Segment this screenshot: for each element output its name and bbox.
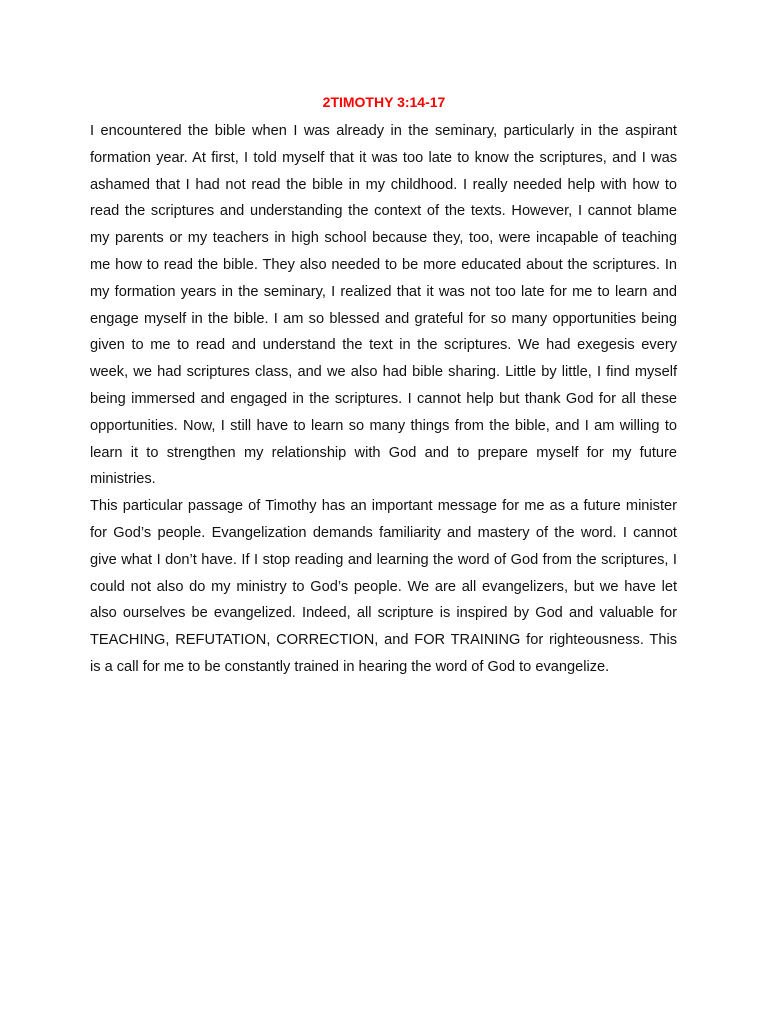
document-body: [90, 118, 677, 681]
page-title: 2TIMOTHY 3:14-17: [322, 94, 446, 110]
paragraph-2: This particular passage of Timothy has an important message for me as a future minister for God’s people. Evangelization demands familiarity and mastery of the word. I cannot give what I don’t have. If I stop reading and learning the word of God from the scriptures, I could not also do my ministry to God’s people. We are all evangelizers, but we have let also ourselves be evangelized. Indeed, all scripture is inspired by God and valuable for TEACHING, REFUTATION, CORRECTION, and FOR TRAINING for righteousness. This is a call for me to be constantly trained in hearing the word of God to evangelize.: [90, 498, 677, 675]
paragraph-1: I encountered the bible when I was already in the seminary, particularly in the aspirant formation year. At first, I told myself that it was too late to know the scriptures, and I was ashamed that I had not read the bible in my childhood. I really needed help with how to read the scriptures and understanding the context of the texts. However, I cannot blame my parents or my teachers in high school because they, too, were incapable of teaching me how to read the bible. They also needed to be more educated about the scriptures. In my formation years in the seminary, I realized that it was not too late for me to learn and engage myself in the bible. I am so blessed and grateful for so many opportunities being given to me to read and understand the text in the scriptures. We had exegesis every week, we had scriptures class, and we also had bible sharing. Little by little, I find myself being immersed and engaged in the scriptures. I cannot help but thank God for all these opportunities. Now, I still have to learn so many things from the bible, and I am willing to learn it to strengthen my relationship with God and to prepare myself for my future ministries.: [90, 123, 677, 488]
